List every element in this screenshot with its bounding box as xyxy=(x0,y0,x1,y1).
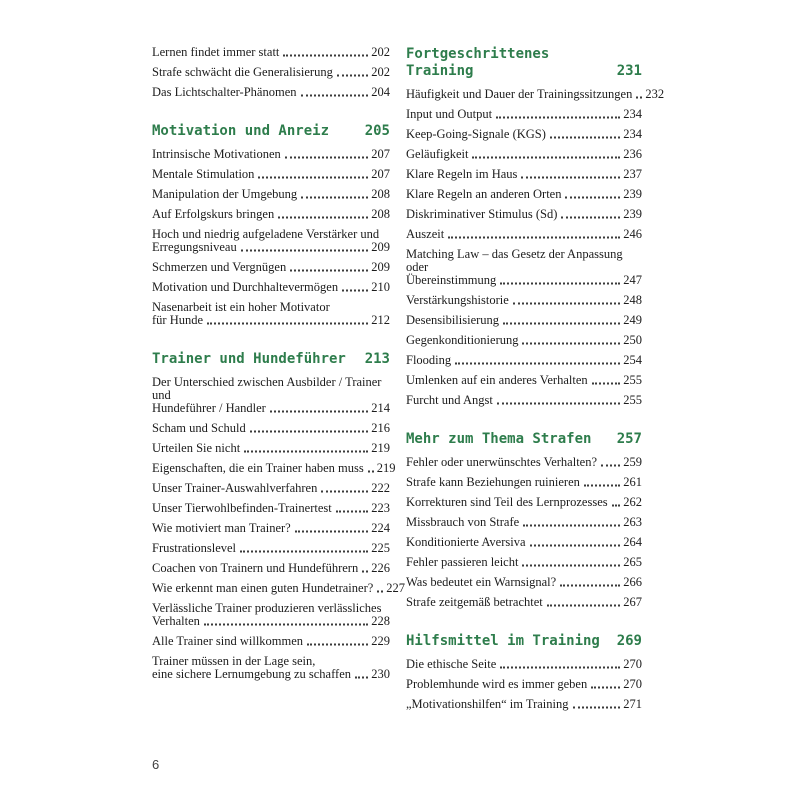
toc-entry xyxy=(406,148,642,161)
entry-title: Korrekturen sind Teil des Lernprozesses xyxy=(406,495,608,509)
dot-leader xyxy=(207,312,368,325)
toc-entry xyxy=(152,522,390,535)
entry-title: „Motivationshilfen“ im Training xyxy=(406,697,569,711)
entry-title: Alle Trainer sind willkommen xyxy=(152,634,304,648)
entry-page-number: 208 xyxy=(371,187,390,201)
entry-page-number: 207 xyxy=(371,167,390,181)
entry-title: Eigenschaften, die ein Trainer haben muss xyxy=(152,461,364,475)
entry-title: Frustrationslevel xyxy=(152,541,237,555)
page-number: 6 xyxy=(152,757,160,772)
dot-leader xyxy=(455,352,620,365)
entry-title: Umlenken auf ein anderes Verhalten xyxy=(406,373,588,387)
entry-leader-line xyxy=(152,461,396,475)
dot-leader xyxy=(448,226,620,239)
dot-leader xyxy=(503,312,620,325)
entry-leader-line xyxy=(152,442,390,455)
entry-title: Die ethische Seite xyxy=(406,657,497,671)
entry-page-number: 271 xyxy=(623,697,642,711)
entry-leader-line xyxy=(406,374,642,387)
entry-title: eine sichere Lernumgebung zu schaffen xyxy=(152,667,351,681)
toc-entry xyxy=(406,228,642,241)
entry-leader-line xyxy=(152,208,390,221)
entry-leader-line xyxy=(406,188,642,201)
entry-leader-line xyxy=(152,542,390,555)
entry-leader-line xyxy=(406,556,642,569)
entry-title-line: Trainer müssen in der Lage sein, xyxy=(152,654,316,668)
entry-leader-line xyxy=(152,66,390,79)
dot-leader xyxy=(522,332,620,345)
entry-leader-line xyxy=(152,168,390,181)
toc-entry xyxy=(406,536,642,549)
entry-title: Wie motiviert man Trainer? xyxy=(152,521,291,535)
dot-leader xyxy=(550,126,620,139)
section-heading-line xyxy=(406,431,642,448)
entry-leader-line xyxy=(406,576,642,589)
entry-page-number: 266 xyxy=(623,575,642,589)
section-page-number: 205 xyxy=(364,123,390,139)
entry-title: für Hunde xyxy=(152,313,204,327)
entry-page-number: 224 xyxy=(371,521,390,535)
entry-page-number: 261 xyxy=(623,475,642,489)
dot-leader xyxy=(295,520,369,533)
entry-title: Hundeführer / Handler xyxy=(152,401,266,415)
entry-title-line: Der Unterschied zwischen Ausbilder / Trainer und xyxy=(152,375,382,402)
dot-leader xyxy=(336,500,369,513)
entry-page-number: 270 xyxy=(623,677,642,691)
dot-leader xyxy=(522,554,620,567)
entry-title: Keep-Going-Signale (KGS) xyxy=(406,127,546,141)
entry-title: Konditionierte Aversiva xyxy=(406,535,526,549)
toc-entry xyxy=(406,354,642,367)
dot-leader xyxy=(497,392,620,405)
entry-leader-line xyxy=(152,314,390,327)
entry-page-number: 230 xyxy=(371,667,390,681)
dot-leader xyxy=(368,460,374,473)
toc-entry xyxy=(406,208,642,221)
entry-page-number: 270 xyxy=(623,657,642,671)
entry-page-number: 202 xyxy=(371,65,390,79)
toc-entry xyxy=(152,376,390,415)
entry-leader-line xyxy=(406,208,642,221)
entry-page-number: 263 xyxy=(623,515,642,529)
toc-entry xyxy=(152,281,390,294)
entry-title: Gegenkonditionierung xyxy=(406,333,519,347)
entry-page-number: 255 xyxy=(623,393,642,407)
entry-page-number: 214 xyxy=(371,401,390,415)
toc-entry xyxy=(152,301,390,327)
entry-page-number: 204 xyxy=(371,85,390,99)
toc-entry xyxy=(406,374,642,387)
toc-entry xyxy=(152,46,390,59)
dot-leader xyxy=(584,474,620,487)
entry-page-number: 247 xyxy=(623,273,642,287)
dot-leader xyxy=(285,146,368,159)
entry-leader-line xyxy=(406,334,642,347)
dot-leader xyxy=(636,86,642,99)
entry-title-line: Hoch und niedrig aufgeladene Verstärker und xyxy=(152,227,380,241)
entry-leader-line xyxy=(152,188,390,201)
dot-leader xyxy=(355,666,368,679)
section-page-number: 231 xyxy=(616,63,642,79)
entry-title: Häufigkeit und Dauer der Trainingssitzungen xyxy=(406,87,633,101)
toc-entry xyxy=(152,581,406,595)
toc-entry xyxy=(152,261,390,274)
entry-title: Das Lichtschalter-Phänomen xyxy=(152,85,297,99)
toc-entry xyxy=(406,456,642,469)
dot-leader xyxy=(500,656,620,669)
dot-leader xyxy=(362,560,368,573)
toc-entry xyxy=(406,576,642,589)
section-heading xyxy=(152,351,390,368)
entry-title: Motivation und Durchhaltevermögen xyxy=(152,280,339,294)
entry-page-number: 208 xyxy=(371,207,390,221)
entry-page-number: 250 xyxy=(623,333,642,347)
entry-page-number: 265 xyxy=(623,555,642,569)
dot-leader xyxy=(592,372,621,385)
toc-entry xyxy=(406,248,642,287)
entry-title: Verstärkungshistorie xyxy=(406,293,509,307)
entry-title: Furcht und Angst xyxy=(406,393,493,407)
entry-leader-line xyxy=(406,274,642,287)
entry-title: Strafe schwächt die Generalisierung xyxy=(152,65,333,79)
section-heading-line xyxy=(406,46,642,63)
entry-page-number: 234 xyxy=(623,107,642,121)
section-title: Motivation und Anreiz xyxy=(152,123,330,139)
dot-leader xyxy=(204,613,368,626)
toc-entry xyxy=(406,516,642,529)
entry-page-number: 209 xyxy=(371,260,390,274)
toc-column-right xyxy=(406,46,665,718)
entry-title: Manipulation der Umgebung xyxy=(152,187,298,201)
section-heading xyxy=(152,123,390,140)
toc-entry xyxy=(152,655,390,681)
dot-leader xyxy=(240,540,368,553)
entry-page-number: 223 xyxy=(371,501,390,515)
dot-leader xyxy=(500,272,620,285)
entry-page-number: 249 xyxy=(623,313,642,327)
section-page-number: 257 xyxy=(616,431,642,447)
entry-page-number: 227 xyxy=(386,581,406,595)
entry-title: Übereinstimmung xyxy=(406,273,497,287)
entry-title: Verhalten xyxy=(152,614,200,628)
entry-title: Schmerzen und Vergnügen xyxy=(152,260,287,274)
toc-entry xyxy=(152,461,396,475)
entry-title: Auszeit xyxy=(406,227,445,241)
toc-entry xyxy=(406,168,642,181)
entry-title: Lernen findet immer statt xyxy=(152,45,280,59)
dot-leader xyxy=(290,259,368,272)
dot-leader xyxy=(307,633,368,646)
toc-entry xyxy=(406,476,642,489)
entry-page-number: 264 xyxy=(623,535,642,549)
entry-page-number: 239 xyxy=(623,207,642,221)
entry-leader-line xyxy=(152,86,390,99)
entry-leader-line xyxy=(406,496,642,509)
dot-leader xyxy=(561,206,620,219)
dot-leader xyxy=(270,400,368,413)
entry-page-number: 255 xyxy=(623,373,642,387)
entry-title: Scham und Schuld xyxy=(152,421,246,435)
entry-leader-line xyxy=(406,294,642,307)
dot-leader xyxy=(241,239,369,252)
dot-leader xyxy=(258,166,368,179)
entry-leader-line xyxy=(152,148,390,161)
entry-leader-line xyxy=(152,482,390,495)
dot-leader xyxy=(560,574,620,587)
dot-leader xyxy=(250,420,369,433)
entry-title: Input und Output xyxy=(406,107,493,121)
section-heading xyxy=(406,633,642,650)
entry-leader-line xyxy=(406,148,642,161)
toc-entry xyxy=(152,188,390,201)
entry-title: Intrinsische Motivationen xyxy=(152,147,281,161)
dot-leader xyxy=(301,84,369,97)
entry-title: Erregungsniveau xyxy=(152,240,237,254)
entry-leader-line xyxy=(152,46,390,59)
dot-leader xyxy=(591,676,620,689)
section-heading-line xyxy=(152,123,390,140)
entry-title: Desensibilisierung xyxy=(406,313,500,327)
entry-leader-line xyxy=(406,228,642,241)
section-heading-line xyxy=(152,351,390,368)
entry-page-number: 229 xyxy=(371,634,390,648)
entry-title: Klare Regeln im Haus xyxy=(406,167,518,181)
entry-page-number: 209 xyxy=(371,240,390,254)
entry-title: Diskriminativer Stimulus (Sd) xyxy=(406,207,558,221)
section-heading xyxy=(406,431,642,448)
entry-page-number: 232 xyxy=(645,87,665,101)
entry-leader-line xyxy=(406,476,642,489)
entry-leader-line xyxy=(152,402,390,415)
entry-page-number: 222 xyxy=(371,481,390,495)
entry-page-number: 202 xyxy=(371,45,390,59)
section-page-number: 269 xyxy=(616,633,642,649)
entry-leader-line xyxy=(406,394,642,407)
entry-title: Flooding xyxy=(406,353,452,367)
entry-title: Wie erkennt man einen guten Hundetrainer? xyxy=(152,581,374,595)
entry-leader-line xyxy=(406,354,642,367)
entry-leader-line xyxy=(152,281,390,294)
entry-page-number: 225 xyxy=(371,541,390,555)
toc-entry xyxy=(152,482,390,495)
dot-leader xyxy=(523,514,620,527)
entry-leader-line xyxy=(406,87,665,101)
entry-page-number: 216 xyxy=(371,421,390,435)
dot-leader xyxy=(601,454,620,467)
toc-entry xyxy=(152,562,390,575)
entry-title: Was bedeutet ein Warnsignal? xyxy=(406,575,557,589)
entry-leader-line xyxy=(406,678,642,691)
entry-leader-line xyxy=(152,502,390,515)
entry-title: Unser Trainer-Auswahlverfahren xyxy=(152,481,318,495)
toc-entry xyxy=(406,394,642,407)
dot-leader xyxy=(565,186,620,199)
section-page-number: 213 xyxy=(364,351,390,367)
toc-entry xyxy=(406,108,642,121)
dot-leader xyxy=(278,206,368,219)
dot-leader xyxy=(496,106,620,119)
toc-entry xyxy=(406,658,642,671)
entry-title: Coachen von Trainern und Hundeführern xyxy=(152,561,359,575)
entry-page-number: 210 xyxy=(371,280,390,294)
entry-title-line: Nasenarbeit ist ein hoher Motivator xyxy=(152,300,330,314)
entry-title: Fehler oder unerwünschtes Verhalten? xyxy=(406,455,598,469)
entry-leader-line xyxy=(406,516,642,529)
toc-entry xyxy=(406,128,642,141)
dot-leader xyxy=(547,594,621,607)
entry-page-number: 262 xyxy=(623,495,642,509)
entry-title: Problemhunde wird es immer geben xyxy=(406,677,588,691)
entry-title: Strafe kann Beziehungen ruinieren xyxy=(406,475,580,489)
entry-title-line: Verlässliche Trainer produzieren verlässliches xyxy=(152,601,382,615)
entry-page-number: 234 xyxy=(623,127,642,141)
entry-page-number: 219 xyxy=(376,461,396,475)
toc-entry xyxy=(406,698,642,711)
section-heading-line xyxy=(406,63,642,80)
toc-entry xyxy=(406,188,642,201)
entry-title-line: Matching Law – das Gesetz der Anpassung oder xyxy=(406,247,623,274)
toc-entry xyxy=(152,442,390,455)
dot-leader xyxy=(513,292,620,305)
entry-leader-line xyxy=(406,168,642,181)
entry-page-number: 254 xyxy=(623,353,642,367)
entry-leader-line xyxy=(406,536,642,549)
toc-entry xyxy=(152,635,390,648)
toc-entry xyxy=(152,148,390,161)
toc-entry xyxy=(152,66,390,79)
entry-leader-line xyxy=(152,522,390,535)
entry-leader-line xyxy=(152,241,390,254)
entry-page-number: 212 xyxy=(371,313,390,327)
entry-leader-line xyxy=(406,108,642,121)
dot-leader xyxy=(244,440,368,453)
toc-entry xyxy=(406,556,642,569)
dot-leader xyxy=(283,44,368,57)
toc-entry xyxy=(152,228,390,254)
toc-entry xyxy=(152,86,390,99)
dot-leader xyxy=(337,64,368,77)
toc-entry xyxy=(152,422,390,435)
toc-entry xyxy=(152,602,390,628)
dot-leader xyxy=(377,580,383,593)
entry-leader-line xyxy=(406,314,642,327)
entry-title: Fehler passieren leicht xyxy=(406,555,519,569)
entry-leader-line xyxy=(152,562,390,575)
entry-page-number: 267 xyxy=(623,595,642,609)
entry-leader-line xyxy=(406,128,642,141)
entry-page-number: 226 xyxy=(371,561,390,575)
entry-page-number: 228 xyxy=(371,614,390,628)
entry-leader-line xyxy=(152,422,390,435)
dot-leader xyxy=(321,480,368,493)
entry-page-number: 219 xyxy=(371,441,390,455)
toc-entry xyxy=(406,334,642,347)
entry-title: Missbrauch von Strafe xyxy=(406,515,520,529)
dot-leader xyxy=(612,494,621,507)
entry-leader-line xyxy=(152,615,390,628)
entry-title: Strafe zeitgemäß betrachtet xyxy=(406,595,543,609)
section-title: Hilfsmittel im Training xyxy=(406,633,600,649)
entry-title: Mentale Stimulation xyxy=(152,167,255,181)
dot-leader xyxy=(301,186,368,199)
entry-page-number: 259 xyxy=(623,455,642,469)
toc-entry xyxy=(406,596,642,609)
entry-title: Geläufigkeit xyxy=(406,147,469,161)
entry-page-number: 246 xyxy=(623,227,642,241)
section-title: Training xyxy=(406,63,474,79)
toc-entry xyxy=(406,314,642,327)
toc-entry xyxy=(406,294,642,307)
entry-page-number: 236 xyxy=(623,147,642,161)
section-heading xyxy=(406,46,642,80)
dot-leader xyxy=(472,146,620,159)
entry-leader-line xyxy=(152,261,390,274)
toc-entry xyxy=(406,87,665,101)
toc-entry xyxy=(152,542,390,555)
entry-leader-line xyxy=(406,456,642,469)
toc-entry xyxy=(406,496,642,509)
entry-title: Auf Erfolgskurs bringen xyxy=(152,207,275,221)
toc-entry xyxy=(152,502,390,515)
toc-entry xyxy=(152,168,390,181)
section-heading-line xyxy=(406,633,642,650)
entry-title: Urteilen Sie nicht xyxy=(152,441,241,455)
dot-leader xyxy=(530,534,621,547)
dot-leader xyxy=(573,696,621,709)
toc-entry xyxy=(406,678,642,691)
entry-leader-line xyxy=(152,668,390,681)
entry-leader-line xyxy=(406,658,642,671)
entry-leader-line xyxy=(152,635,390,648)
entry-leader-line xyxy=(406,596,642,609)
section-title: Fortgeschrittenes xyxy=(406,46,550,62)
entry-title: Klare Regeln an anderen Orten xyxy=(406,187,562,201)
entry-leader-line xyxy=(406,698,642,711)
entry-page-number: 248 xyxy=(623,293,642,307)
dot-leader xyxy=(342,279,368,292)
entry-page-number: 237 xyxy=(623,167,642,181)
entry-page-number: 207 xyxy=(371,147,390,161)
entry-title: Unser Tierwohlbefinden-Trainertest xyxy=(152,501,332,515)
toc-column-left xyxy=(152,45,406,688)
entry-page-number: 239 xyxy=(623,187,642,201)
section-title: Mehr zum Thema Strafen xyxy=(406,431,592,447)
entry-leader-line xyxy=(152,581,406,595)
dot-leader xyxy=(521,166,620,179)
section-title: Trainer und Hundeführer xyxy=(152,351,346,367)
toc-entry xyxy=(152,208,390,221)
